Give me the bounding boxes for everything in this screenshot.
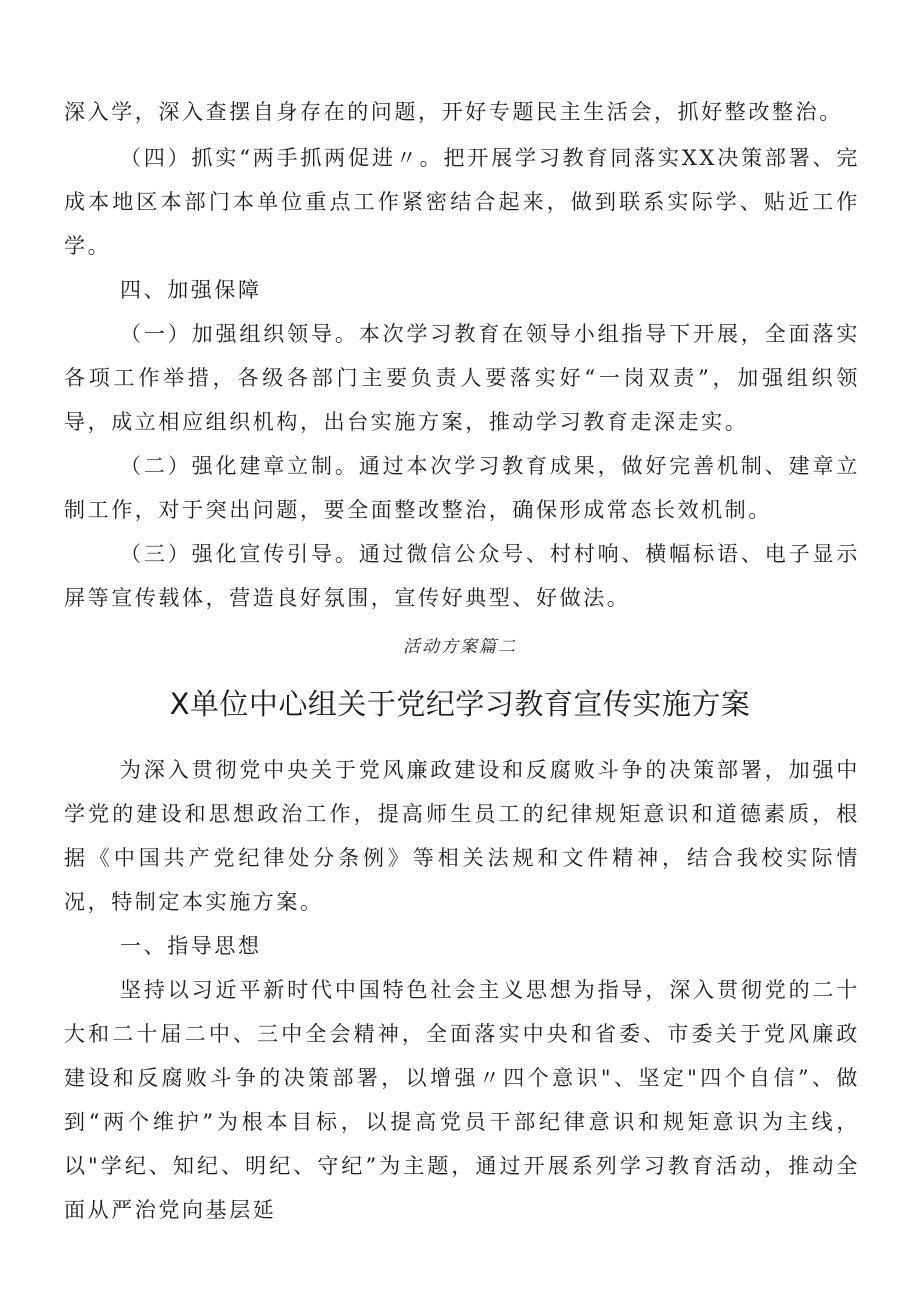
section-heading-four: 四、加强保障 bbox=[120, 278, 262, 302]
section-subtitle: 活动方案篇二 bbox=[403, 637, 517, 657]
paragraph-organization: （一）加强组织领导。本次学习教育在领导小组指导下开展，全面落实各项工作举措，各级各部门主要负责人要落实好“一岗双责”，加强组织领导，成立相应组织机构，出台实施方案，推动学习教育走深走实。 bbox=[64, 322, 860, 434]
paragraph-institution: （二）强化建章立制。通过本次学习教育成果，做好完善机制、建章立制工作，对于突出问题，要全面整改整治，确保形成常态长效机制。 bbox=[64, 454, 860, 522]
paragraph-item-four: （四）抓实“两手抓两促进〃。把开展学习教育同落实XX决策部署、完成本地区本部门本单位重点工作紧密结合起来，做到联系实际学、贴近工作学。 bbox=[64, 146, 860, 258]
section-heading-one: 一、指导思想 bbox=[120, 934, 262, 958]
paragraph-guiding-thought: 坚持以习近平新时代中国特色社会主义思想为指导，深入贯彻党的二十大和二十届二中、三中全会精神，全面落实中央和省委、市委关于党风廉政建设和反腐败斗争的决策部署，以增强〃四个意识"、坚定"四个自信”、做到“两个维护”为根本目标，以提高党员干部纪律意识和规矩意识为主线，以"学纪、知纪、明纪、守纪”为主题，通过开展系列学习教育活动，推动全面从严治党向基层延 bbox=[64, 978, 860, 1222]
paragraph-publicity: （三）强化宣传引导。通过微信公众号、村村响、横幅标语、电子显示屏等宣传载体，营造良好氛围，宣传好典型、好做法。 bbox=[64, 542, 860, 610]
paragraph-continuation: 深入学，深入查摆自身存在的问题，开好专题民主生活会，抓好整改整治。 bbox=[64, 100, 843, 124]
paragraph-introduction: 为深入贯彻党中央关于党风廉政建设和反腐败斗争的决策部署，加强中学党的建设和思想政治工作，提高师生员工的纪律规矩意识和道德素质，根据《中国共产党纪律处分条例》等相关法规和文件精神，结合我校实际情况，特制定本实施方案。 bbox=[64, 758, 860, 914]
document-title: X单位中心组关于党纪学习教育宣传实施方案 bbox=[169, 687, 751, 721]
